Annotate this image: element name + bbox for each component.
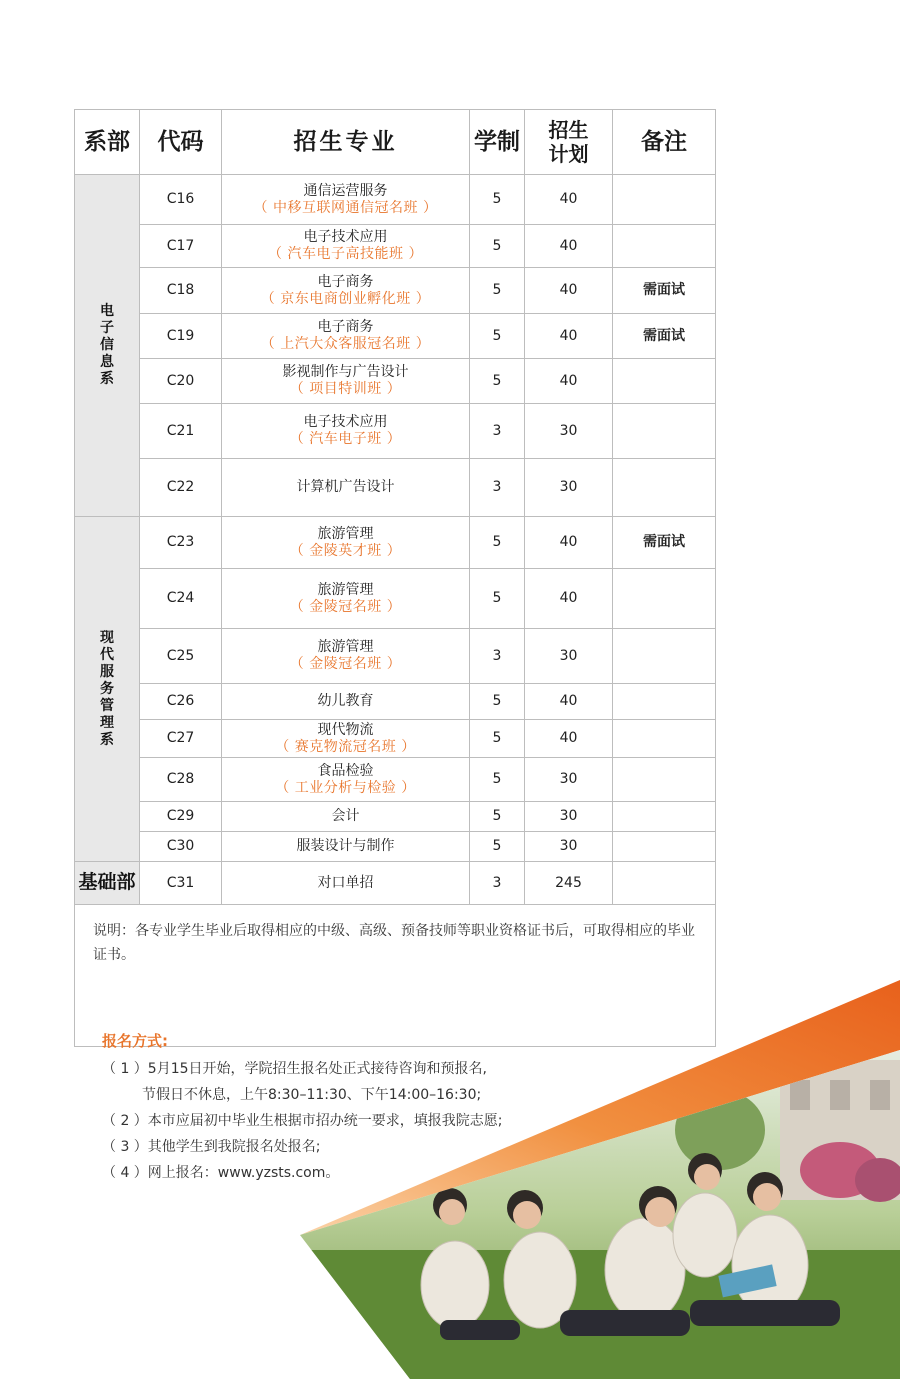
major-class-name: （ 上汽大众客服冠名班 ） [260,336,431,352]
table-row [75,758,716,802]
table-row [75,459,716,517]
note-cell [613,862,716,905]
plan-cell: 40 [525,569,613,629]
code-cell: C18 [140,268,222,314]
dept-label: 现代服务管理系 [100,629,114,748]
years-cell: 3 [470,404,525,459]
code-cell: C16 [140,175,222,225]
code-cell: C17 [140,225,222,268]
major-class-name: （ 金陵英才班 ） [289,542,402,559]
plan-cell: 40 [525,225,613,268]
major-name: 会计 [331,808,360,824]
years-cell: 5 [470,359,525,404]
header-dept: 系部 [75,110,140,175]
plan-cell: 30 [525,758,613,802]
code-cell: C26 [140,684,222,720]
remark-note: 说明：各专业学生毕业后取得相应的中级、高级、预备技师等职业资格证书后，可取得相应的毕业证书。 [75,905,716,1047]
code-cell: C20 [140,359,222,404]
table-row [75,268,716,314]
plan-cell: 30 [525,459,613,517]
years-cell: 3 [470,629,525,684]
years-cell: 5 [470,569,525,629]
major-name: 对口单招 [317,874,374,891]
note-cell [613,832,716,862]
note-cell [613,459,716,517]
table-row [75,684,716,720]
major-cell [222,862,470,905]
header-years: 学制 [470,110,525,175]
years-cell: 5 [470,832,525,862]
note-cell: 需面试 [613,314,716,359]
major-cell [222,802,470,832]
major-class-name: （ 赛克物流冠名班 ） [275,738,416,755]
major-name: 旅游管理 [317,525,374,542]
major-class-name: （ 京东电商创业孵化班 ） [260,290,431,307]
code-cell: C19 [140,314,222,359]
code-cell: C23 [140,517,222,569]
plan-cell: 40 [525,359,613,404]
code-cell: C24 [140,569,222,629]
major-cell [222,268,470,314]
plan-cell: 40 [525,175,613,225]
plan-cell: 30 [525,629,613,684]
major-cell [222,720,470,758]
header-major: 招生专业 [222,110,470,175]
signup-item-2: （ 2 ）本市应届初中毕业生根据市招办统一要求，填报我院志愿; [102,1113,503,1129]
plan-cell: 30 [525,832,613,862]
dept-cell-service [75,517,140,862]
note-cell: 需面试 [613,268,716,314]
note-cell [613,569,716,629]
table-row [75,175,716,225]
note-cell [613,629,716,684]
dept-label: 电子信息系 [100,303,114,387]
major-name: 电子商务 [317,273,374,290]
note-cell [613,802,716,832]
dept-label: 基础部 [78,870,136,893]
major-cell [222,569,470,629]
header-row [75,110,716,175]
table-row [75,720,716,758]
table-row [75,832,716,862]
plan-cell: 40 [525,720,613,758]
note-cell [613,720,716,758]
signup-item-3: （ 3 ）其他学生到我院报名处报名; [102,1139,321,1155]
code-cell: C22 [140,459,222,517]
years-cell: 5 [470,720,525,758]
major-cell [222,314,470,359]
note-cell [613,359,716,404]
major-name: 旅游管理 [317,581,374,598]
note-cell [613,758,716,802]
major-cell [222,832,470,862]
major-name: 旅游管理 [317,639,374,655]
years-cell: 5 [470,225,525,268]
note-cell [613,175,716,225]
plan-cell: 30 [525,802,613,832]
years-cell: 3 [470,862,525,905]
major-class-name: （ 工业分析与检验 ） [275,779,416,796]
signup-section [102,1028,622,1186]
table-row [75,359,716,404]
major-class-name: （ 金陵冠名班 ） [289,598,402,615]
years-cell: 5 [470,314,525,359]
header-plan: 招生 计划 [525,110,613,175]
major-class-name: （ 汽车电子高技能班 ） [268,246,423,262]
major-cell [222,225,470,268]
table-row [75,404,716,459]
years-cell: 5 [470,758,525,802]
major-cell [222,517,470,569]
header-note: 备注 [613,110,716,175]
major-class-name: （ 金陵冠名班 ） [289,656,402,672]
code-cell: C21 [140,404,222,459]
enrollment-table [74,109,716,1047]
code-cell: C31 [140,862,222,905]
table-row [75,314,716,359]
code-cell: C27 [140,720,222,758]
note-cell [613,404,716,459]
major-class-name: （ 项目特训班 ） [289,381,402,397]
plan-cell: 245 [525,862,613,905]
years-cell: 5 [470,175,525,225]
major-cell [222,175,470,225]
signup-title: 报名方式: [102,1032,168,1050]
major-cell [222,684,470,720]
note-cell [613,225,716,268]
years-cell: 3 [470,459,525,517]
major-name: 幼儿教育 [317,693,374,709]
table-row [75,802,716,832]
header-code: 代码 [140,110,222,175]
major-cell [222,359,470,404]
major-name: 现代物流 [317,721,374,738]
code-cell: C28 [140,758,222,802]
major-cell [222,459,470,517]
major-name: 通信运营服务 [303,182,388,199]
dept-cell-electronic [75,175,140,517]
major-name: 计算机广告设计 [296,479,395,495]
note-cell: 需面试 [613,517,716,569]
major-name: 电子技术应用 [303,229,388,245]
signup-item-1: （ 1 ）5月15日开始，学院招生报名处正式接待咨询和预报名, [102,1061,487,1077]
years-cell: 5 [470,268,525,314]
signup-item-4: （ 4 ）网上报名：www.yzsts.com。 [102,1165,340,1181]
plan-cell: 30 [525,404,613,459]
note-cell [613,684,716,720]
major-name: 影视制作与广告设计 [282,364,409,380]
major-name: 电子技术应用 [303,414,388,430]
dept-cell-base [75,862,140,905]
major-class-name: （ 汽车电子班 ） [289,431,402,447]
code-cell: C25 [140,629,222,684]
plan-cell: 40 [525,268,613,314]
major-name: 服装设计与制作 [296,838,395,854]
signup-item-1-cont: 节假日不休息，上午8:30–11:30、下午14:00–16:30; [142,1087,482,1103]
code-cell: C29 [140,802,222,832]
years-cell: 5 [470,802,525,832]
plan-cell: 40 [525,314,613,359]
plan-cell: 40 [525,684,613,720]
table-row [75,629,716,684]
table-row [75,517,716,569]
table-row [75,862,716,905]
table-row [75,569,716,629]
major-class-name: （ 中移互联网通信冠名班 ） [253,199,438,216]
code-cell: C30 [140,832,222,862]
major-name: 食品检验 [317,762,374,779]
major-cell [222,758,470,802]
table-row [75,225,716,268]
major-name: 电子商务 [317,319,374,335]
years-cell: 5 [470,684,525,720]
major-cell [222,629,470,684]
years-cell: 5 [470,517,525,569]
plan-cell: 40 [525,517,613,569]
major-cell [222,404,470,459]
